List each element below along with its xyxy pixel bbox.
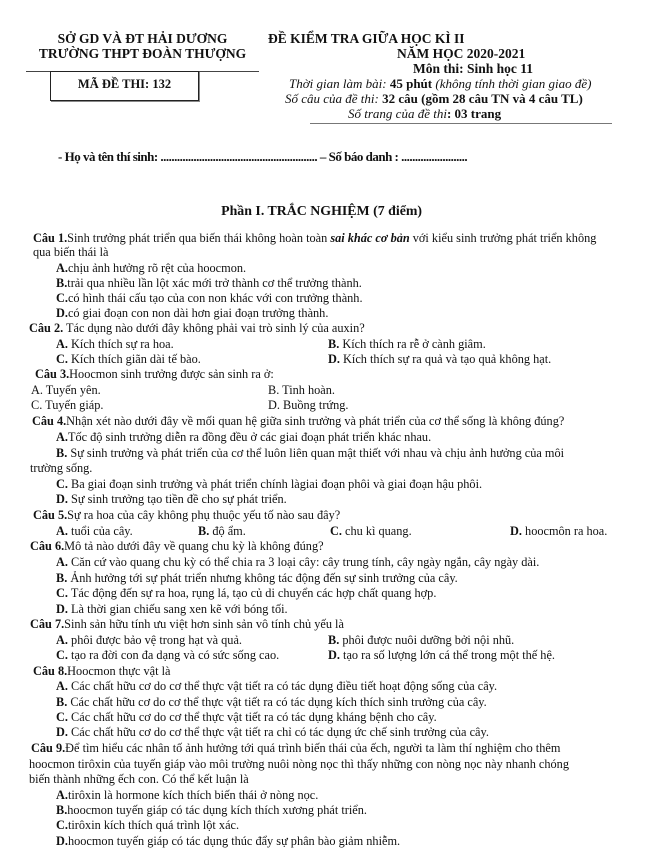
time-label: Thời gian làm bài: <box>289 76 387 91</box>
section-title: Phần I. TRẮC NGHIỆM (7 điểm) <box>221 204 423 219</box>
question-number: Câu 2. <box>29 321 64 335</box>
question-4 <box>32 414 564 428</box>
question-text: Hoocmon sinh trưởng được sản sinh ra ở: <box>69 367 274 381</box>
pages-label: Số trang của đề thi <box>348 106 447 121</box>
option-key: D. <box>510 524 522 538</box>
option-a[interactable] <box>56 633 242 647</box>
question-number: Câu 8. <box>33 664 68 678</box>
option-key: C. <box>56 710 68 724</box>
option-text: Kích thích ra rễ ở cành giâm. <box>339 337 486 351</box>
option-key: D. <box>56 725 68 739</box>
option-key: C. <box>56 648 68 662</box>
option-text: hoocmôn ra hoa. <box>521 524 608 538</box>
question-9-cont: hoocmon tirôxin của tuyến giáp vào môi trường nuôi nòng nọc thì thấy những con nòng nọc này nhanh chóng <box>29 757 569 771</box>
option-text: tirôxin là hormone kích thích biến thái ở nòng nọc. <box>67 788 319 802</box>
question-number: Câu 7. <box>30 617 65 631</box>
option-text: độ ẩm. <box>209 524 246 538</box>
option-text: có hình thái cấu tạo của con non khác với con trưởng thành. <box>67 291 363 305</box>
option-d[interactable] <box>56 602 288 616</box>
option-c[interactable] <box>56 648 279 662</box>
option-c[interactable] <box>56 818 239 832</box>
option-text: chu kì quang. <box>341 524 412 538</box>
department-name: SỞ GD VÀ ĐT HẢI DƯƠNG <box>57 31 228 46</box>
exam-title: ĐỀ KIỂM TRA GIỮA HỌC KÌ II <box>268 31 465 46</box>
question-text: Sự ra hoa của cây không phụ thuộc yếu tố nào sau đây? <box>67 508 341 522</box>
option-text: Các chất hữu cơ do cơ thể thực vật tiết ra có tác dụng kháng bệnh cho cây. <box>67 710 437 724</box>
option-d[interactable] <box>56 492 287 506</box>
time-value: 45 phút <box>389 76 433 91</box>
option-key: A. <box>56 337 68 351</box>
question-6 <box>30 539 324 553</box>
option-a[interactable] <box>56 261 246 275</box>
header-divider-right <box>310 123 612 124</box>
question-8 <box>33 664 170 678</box>
option-text: Ba giai đoạn sinh trưởng và phát triển chính làgiai đoạn phôi và giai đoạn hậu phôi. <box>67 477 483 491</box>
question-9-cont2: biến thành những ếch con. Có thể kết luận là <box>29 772 249 786</box>
option-d[interactable] <box>56 725 489 739</box>
option-a[interactable] <box>56 788 318 802</box>
option-key: B. <box>56 803 68 817</box>
option-key: D. <box>56 492 68 506</box>
exam-code: MÃ ĐỀ THI: 132 <box>77 77 172 91</box>
count-label: Số câu của đề thi: <box>285 91 379 106</box>
option-key: B. <box>328 337 340 351</box>
option-key: C. <box>56 291 68 305</box>
option-b[interactable] <box>56 803 367 817</box>
option-d[interactable] <box>56 306 328 320</box>
option-key: C. <box>56 586 68 600</box>
option-text: chịu ảnh hưởng rõ rệt của hoocmon. <box>67 261 247 275</box>
exam-code-box <box>50 71 199 101</box>
student-id-field[interactable]: – Số báo danh : ........................ <box>319 149 468 164</box>
option-text: phôi được bảo vệ trong hạt và quả. <box>67 633 242 647</box>
option-text: Kích thích giãn dài tế bào. <box>67 352 201 366</box>
option-text: có giai đoạn con non dài hơn giai đoạn trưởng thành. <box>67 306 329 320</box>
option-text: tirôxin kích thích quá trình lột xác. <box>67 818 240 832</box>
question-number: Câu 5. <box>33 508 68 522</box>
pages-value: : 03 trang <box>446 106 502 121</box>
option-text: Kích thích sự ra quả và tạo quả không hạt. <box>339 352 552 366</box>
time-note: (không tính thời gian giao đề) <box>435 76 592 91</box>
option-a[interactable] <box>56 430 431 444</box>
option-b[interactable] <box>56 695 487 709</box>
option-a[interactable] <box>56 555 539 569</box>
option-key: C. <box>56 477 68 491</box>
option-key: A. <box>56 430 68 444</box>
option-c[interactable]: C. Tuyến giáp. <box>31 398 104 412</box>
subject: Môn thi: Sinh học 11 <box>413 61 534 76</box>
option-text: trải qua nhiều lần lột xác mới trở thành cơ thể trưởng thành. <box>67 276 362 290</box>
question-9 <box>31 741 560 755</box>
option-b[interactable] <box>56 446 564 460</box>
question-5 <box>33 508 340 522</box>
option-a[interactable]: A. Tuyến yên. <box>31 383 101 397</box>
option-d[interactable]: D. Buồng trứng. <box>268 398 349 412</box>
option-text: tạo ra số lượng lớn cá thể trong một thế hệ. <box>339 648 555 662</box>
option-key: A. <box>56 679 68 693</box>
option-key: A. <box>56 524 68 538</box>
option-key: D. <box>56 602 68 616</box>
option-c[interactable] <box>56 710 437 724</box>
question-text: Tác dụng nào dưới đây không phải vai trò sinh lý của auxin? <box>63 321 365 335</box>
option-key: C. <box>330 524 342 538</box>
option-text: Ảnh hưởng tới sự phát triển nhưng không tác động đến sự sinh trưởng của cây. <box>67 571 458 585</box>
option-b[interactable]: B. Tinh hoàn. <box>268 383 335 397</box>
count-value: 32 câu (gồm 28 câu TN và 4 câu TL) <box>382 91 583 106</box>
option-text: Tác động đến sự ra hoa, rụng lá, tạo củ di chuyển các hợp chất quang hợp. <box>67 586 437 600</box>
question-number: Câu 4. <box>32 414 67 428</box>
student-info <box>58 149 467 165</box>
question-text: Sinh sản hữu tính ưu việt hơn sinh sản vô tính chủ yếu là <box>64 617 344 631</box>
option-b[interactable] <box>198 524 246 538</box>
school-year: NĂM HỌC 2020-2021 <box>397 46 526 61</box>
option-key: B. <box>56 276 68 290</box>
question-number: Câu 1. <box>33 231 68 245</box>
option-key: C. <box>56 352 68 366</box>
option-text: Là thời gian chiếu sang xen kẽ với bóng tối. <box>67 602 288 616</box>
question-text: Để tìm hiểu các nhân tố ảnh hưởng tới quá trình biến thái của ếch, người ta làm thí nghiệm cho thêm <box>65 741 561 755</box>
option-c[interactable] <box>330 524 412 538</box>
question-emphasis: sai khác cơ bản <box>330 231 410 245</box>
option-key: B. <box>56 446 68 460</box>
option-text: Kích thích sự ra hoa. <box>67 337 174 351</box>
option-text: Sự sinh trưởng và phát triển của cơ thể luôn liên quan mật thiết với nhau và chịu ảnh hưởng của môi <box>67 446 565 460</box>
option-text: Các chất hữu cơ do cơ thể thực vật tiết ra chỉ có tác dụng ức chế sinh trưởng của cây. <box>67 725 489 739</box>
option-c[interactable] <box>56 586 436 600</box>
option-d[interactable] <box>328 352 551 366</box>
time-info <box>289 76 591 92</box>
question-1 <box>33 231 596 245</box>
option-b[interactable] <box>328 633 514 647</box>
option-a[interactable] <box>56 337 174 351</box>
option-b-cont: trường sống. <box>30 461 93 475</box>
question-text: Sinh trưởng phát triển qua biến thái không hoàn toàn <box>67 231 331 245</box>
question-text: Hoocmon thực vật là <box>67 664 171 678</box>
option-text: Các chất hữu cơ do cơ thể thực vật tiết ra có tác dụng điều tiết hoạt động sống của cây. <box>67 679 498 693</box>
option-key: A. <box>56 555 68 569</box>
option-b[interactable] <box>56 571 458 585</box>
question-count-info <box>285 91 583 107</box>
option-key: A. <box>56 261 68 275</box>
option-d[interactable] <box>56 834 400 848</box>
option-key: A. <box>56 788 68 802</box>
question-2 <box>29 321 365 335</box>
option-text: tuổi của cây. <box>67 524 133 538</box>
option-key: C. <box>56 818 68 832</box>
option-c[interactable] <box>56 291 363 305</box>
option-key: B. <box>56 695 68 709</box>
option-text: hoocmon tuyến giáp có tác dụng thúc đẩy sự phân bào giảm nhiễm. <box>67 834 401 848</box>
school-name: TRƯỜNG THPT ĐOÀN THƯỢNG <box>38 46 247 61</box>
option-b[interactable] <box>56 276 362 290</box>
option-d[interactable] <box>510 524 607 538</box>
question-text-cont: với kiểu sinh trưởng phát triển không <box>409 231 597 245</box>
question-7 <box>30 617 344 631</box>
option-b[interactable] <box>328 337 486 351</box>
question-number: Câu 9. <box>31 741 66 755</box>
question-text: Mô tả nào dưới đây về quang chu kỳ là không đúng? <box>64 539 324 553</box>
page-count-info <box>348 106 501 122</box>
option-c[interactable] <box>56 477 482 491</box>
option-key: B. <box>56 571 68 585</box>
question-number: Câu 6. <box>30 539 65 553</box>
option-c[interactable] <box>56 352 201 366</box>
question-text: Nhận xét nào dưới đây về mối quan hệ giữa sinh trưởng và phát triển của cơ thể sống là không đúng? <box>66 414 565 428</box>
question-3 <box>35 367 274 381</box>
option-text: phôi được nuôi dưỡng bởi nội nhũ. <box>339 633 515 647</box>
option-key: B. <box>328 633 340 647</box>
question-number: Câu 3. <box>35 367 70 381</box>
option-key: D. <box>328 648 340 662</box>
option-text: tạo ra đời con đa dạng và có sức sống cao. <box>67 648 280 662</box>
option-key: D. <box>56 306 68 320</box>
option-a[interactable] <box>56 679 497 693</box>
option-key: B. <box>198 524 210 538</box>
option-text: Căn cứ vào quang chu kỳ có thể chia ra 3 loại cây: cây trung tính, cây ngày ngắn, cây ngày dài. <box>67 555 540 569</box>
question-1-cont: qua biến thái là <box>33 245 109 259</box>
option-text: Tốc độ sinh trưởng diễn ra đồng đều ở các giai đoạn phát triển khác nhau. <box>67 430 432 444</box>
option-key: D. <box>328 352 340 366</box>
option-a[interactable] <box>56 524 133 538</box>
option-key: A. <box>56 633 68 647</box>
student-name-field[interactable]: - Họ và tên thí sinh: ......................................................... <box>58 149 318 164</box>
option-key: D. <box>56 834 68 848</box>
option-text: hoocmon tuyến giáp có tác dụng kích thích xương phát triển. <box>67 803 367 817</box>
option-text: Sự sinh trưởng tạo tiền đề cho sự phát triển. <box>67 492 287 506</box>
option-d[interactable] <box>328 648 555 662</box>
option-text: Các chất hữu cơ do cơ thể thực vật tiết ra có tác dụng kích thích sinh trưởng của cây. <box>67 695 487 709</box>
